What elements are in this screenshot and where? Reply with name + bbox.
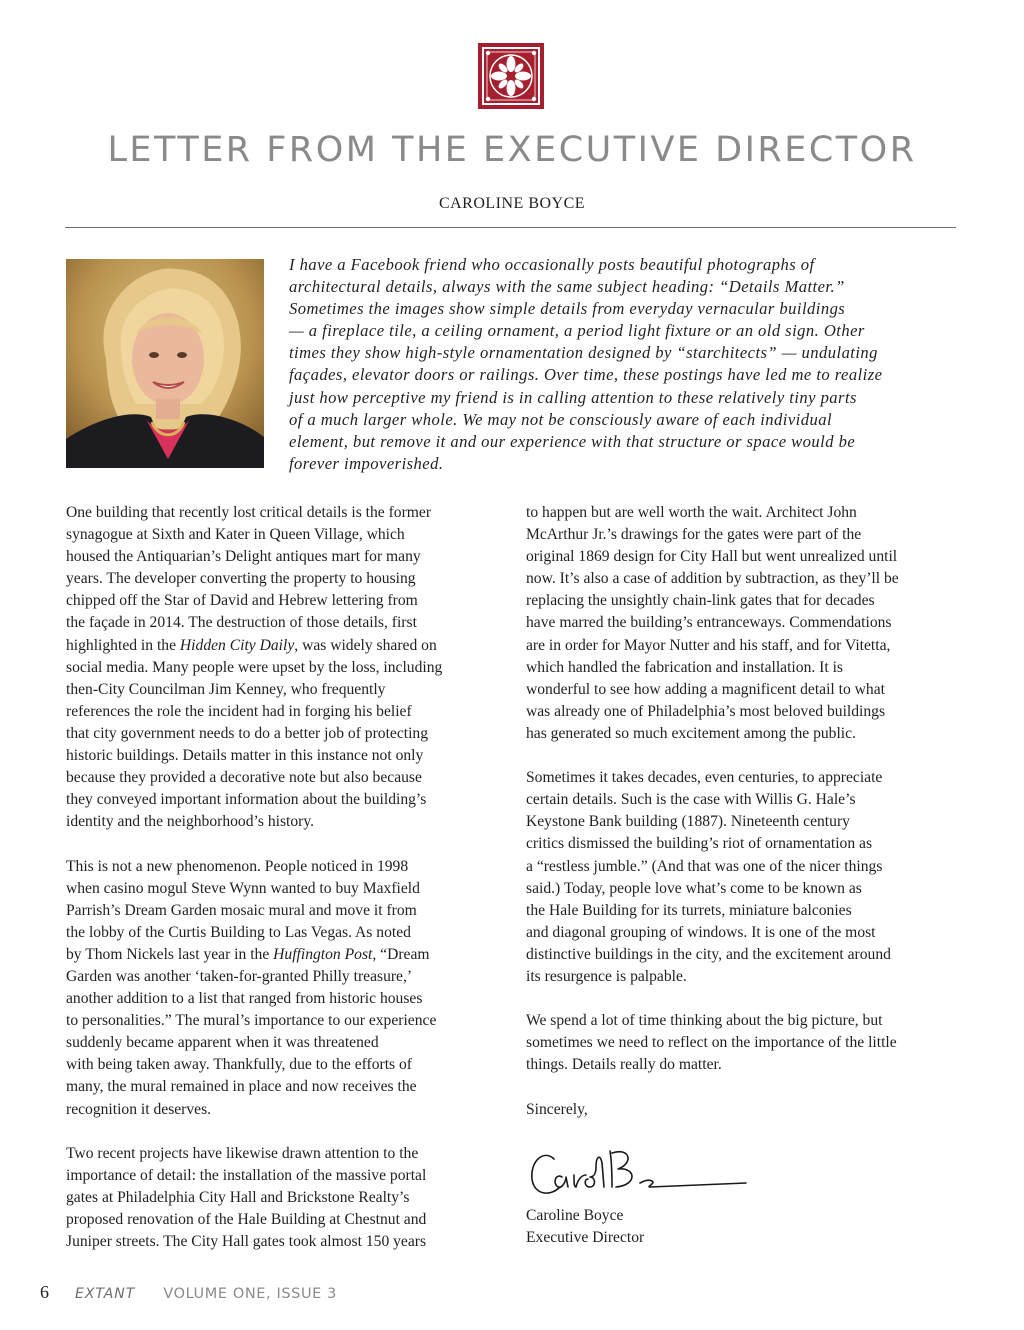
body-line: said.) Today, people love what’s come to be known as [526,879,862,897]
body-line: with being taken away. Thankfully, due to the efforts of [66,1056,413,1074]
text-run: , was widely shared on [294,636,437,654]
body-line: suddenly became apparent when it was threatened [66,1034,379,1052]
publication-title: Huffington Post [273,945,373,963]
body-line [66,635,498,657]
body-line: they conveyed important information about the building’s [66,791,427,809]
body-line: the façade in 2014. The destruction of those details, first [66,614,417,632]
intro-line: architectural details, always with the same subject heading: “Details Matter.” [289,277,845,297]
body-line: its resurgence is palpable. [526,967,687,985]
body-line: now. It’s also a case of addition by subtraction, as they’ll be [526,570,899,588]
body-line: One building that recently lost critical details is the former [66,504,432,521]
body-line: recognition it deserves. [66,1100,212,1118]
text-run: , “Dream [372,945,430,963]
header-divider [65,227,956,228]
body-line: chipped off the Star of David and Hebrew lettering from [66,592,418,610]
ornament-logo [478,43,544,109]
intro-line: — a fireplace tile, a ceiling ornament, a period light fixture or an old sign. Other [289,321,865,341]
author-portrait [66,259,264,468]
body-paragraph [526,767,962,988]
body-line: replacing the unsightly chain-link gates that for decades [526,592,875,610]
page-title: LETTER FROM THE EXECUTIVE DIRECTOR [107,130,917,170]
body-line: This is not a new phenomenon. People noticed in 1998 [66,857,409,875]
text-run: by Thom Nickels last year in the [66,945,274,963]
body-line: certain details. Such is the case with Willis G. Hale’s [526,791,856,809]
body-line: We spend a lot of time thinking about the big picture, but [526,1012,883,1030]
body-line: which handled the fabrication and installation. It is [526,658,843,676]
body-paragraph [526,502,962,745]
body-line: Sometimes it takes decades, even centuries, to appreciate [526,769,883,787]
body-line: housed the Antiquarian’s Delight antiques mart for many [66,548,421,566]
body-line: identity and the neighborhood’s history. [66,813,315,831]
intro-line: times they show high-style ornamentation designed by “starchitects” — undulating [289,343,878,363]
body-line: distinctive buildings in the city, and the excitement around [526,945,891,963]
body-line [66,944,498,966]
body-line: Two recent projects have likewise drawn attention to the [66,1144,419,1162]
body-line: has generated so much excitement among the public. [526,724,856,742]
body-line: another addition to a list that ranged from historic houses [66,990,423,1008]
body-line: because they provided a decorative note but also because [66,769,422,787]
body-line: Garden was another ‘taken-for-granted Philly treasure,’ [66,967,413,985]
body-line: a “restless jumble.” (And that was one of the nicer things [526,857,883,875]
body-line: gates at Philadelphia City Hall and Brickstone Realty’s [66,1188,410,1206]
intro-line: Sometimes the images show simple details from everyday vernacular buildings [289,299,846,319]
body-line: sometimes we need to reflect on the importance of the little [526,1034,897,1052]
body-paragraph [66,502,498,833]
body-paragraph [66,1143,498,1253]
body-line: things. Details really do matter. [526,1056,722,1074]
author-byline: CAROLINE BOYCE [438,195,586,212]
body-line: to happen but are well worth the wait. Architect John [526,504,857,521]
right-column [526,502,962,1249]
body-line: McArthur Jr.’s drawings for the gates were part of the [526,526,862,544]
signer-name: Caroline Boyce [526,1206,624,1224]
body-line: Keystone Bank building (1887). Nineteenth century [526,813,850,831]
body-line: are in order for Mayor Nutter and his staff, and for Vitetta, [526,636,891,654]
page-footer [40,1282,337,1306]
body-line: Juniper streets. The City Hall gates took almost 150 years [66,1233,427,1251]
body-line: critics dismissed the building’s riot of ornamentation as [526,835,873,853]
intro-line: I have a Facebook friend who occasionally posts beautiful photographs of [289,255,815,274]
body-line: then-City Councilman Jim Kenney, who frequently [66,680,386,698]
body-line: social media. Many people were upset by the loss, including [66,658,443,676]
page-number: 6 [40,1282,49,1302]
intro-line: façades, elevator doors or railings. Over time, these postings have led me to realize [289,365,883,385]
body-line: the lobby of the Curtis Building to Las Vegas. As noted [66,923,411,941]
tile-ornament-icon [478,43,544,109]
intro-line: of a much larger whole. We may not be consciously aware of each individual [289,409,833,429]
intro-line: just how perceptive my friend is in calling attention to these relatively tiny parts [289,387,857,407]
body-line: proposed renovation of the Hale Building at Chestnut and [66,1211,427,1228]
body-line: historic buildings. Details matter in this instance not only [66,747,424,765]
intro-line: element, but remove it and our experience with that structure or space would be [289,431,856,451]
body-line: synagogue at Sixth and Kater in Queen Village, which [66,526,405,544]
body-line: that city government needs to do a better job of protecting [66,724,429,742]
signature [526,1143,756,1205]
body-line: to personalities.” The mural’s importance to our experience [66,1012,437,1030]
body-paragraph [66,856,498,1121]
body-line: Parrish’s Dream Garden mosaic mural and move it from [66,901,417,919]
body-line: have marred the building’s entranceways. Commendations [526,614,892,632]
publication-title: Hidden City Daily [179,636,295,654]
body-paragraph [526,1010,962,1076]
signer-title: Executive Director [526,1228,645,1246]
body-line: when casino mogul Steve Wynn wanted to buy Maxfield [66,879,420,897]
publication-name: EXTANT [75,1286,136,1302]
body-line: and diagonal grouping of windows. It is one of the most [526,923,876,941]
closing-salutation: Sincerely, [526,1100,588,1118]
text-run: highlighted in the [66,636,180,654]
body-line: original 1869 design for City Hall but went unrealized until [526,548,898,566]
issue-label: VOLUME ONE, ISSUE 3 [163,1286,337,1302]
body-line: many, the mural remained in place and now receives the [66,1078,417,1096]
intro-paragraph [289,254,961,475]
body-line: references the role the incident had in forging his belief [66,702,412,720]
body-line: wonderful to see how adding a magnificent detail to what [526,680,885,698]
intro-line: forever impoverished. [289,453,444,473]
left-column [66,502,498,1275]
body-line: years. The developer converting the property to housing [66,570,416,588]
body-line: the Hale Building for its turrets, miniature balconies [526,901,852,919]
body-line: was already one of Philadelphia’s most beloved buildings [526,702,886,720]
body-line: importance of detail: the installation of the massive portal [66,1166,427,1184]
